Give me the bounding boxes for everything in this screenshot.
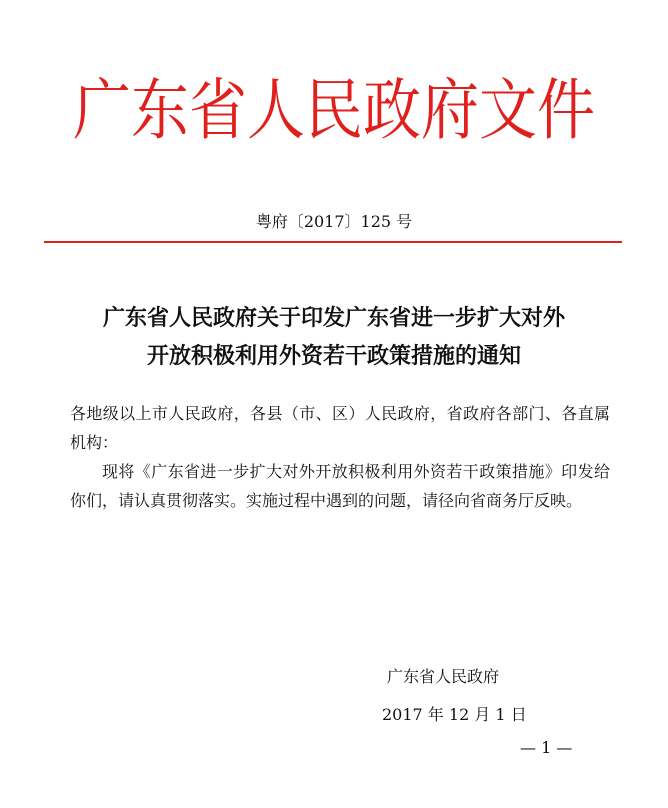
notice-title-line-2: 开放积极利用外资若干政策措施的通知 <box>146 344 521 369</box>
page-number: — 1 — <box>520 738 573 757</box>
addressee-paragraph: 各地级以上市人民政府，各县（市、区）人民政府，省政府各部门、各直属机构： <box>70 404 610 452</box>
document-number: 粤府〔2017〕125 号 <box>255 212 413 231</box>
masthead-title: 广东省人民政府文件 <box>72 70 595 150</box>
signing-organization: 广东省人民政府 <box>387 667 500 686</box>
red-divider-line <box>44 241 622 243</box>
notice-title-line-1: 广东省人民政府关于印发广东省进一步扩大对外 <box>102 306 565 331</box>
main-paragraph: 现将《广东省进一步扩大对外开放积极利用外资若干政策措施》印发给你们，请认真贯彻落实。实施过程中遇到的问题，请径向省商务厅反映。 <box>70 462 610 510</box>
notice-body <box>70 399 610 515</box>
signing-date: 2017 年 12 月 1 日 <box>382 705 527 724</box>
notice-title <box>40 300 628 376</box>
